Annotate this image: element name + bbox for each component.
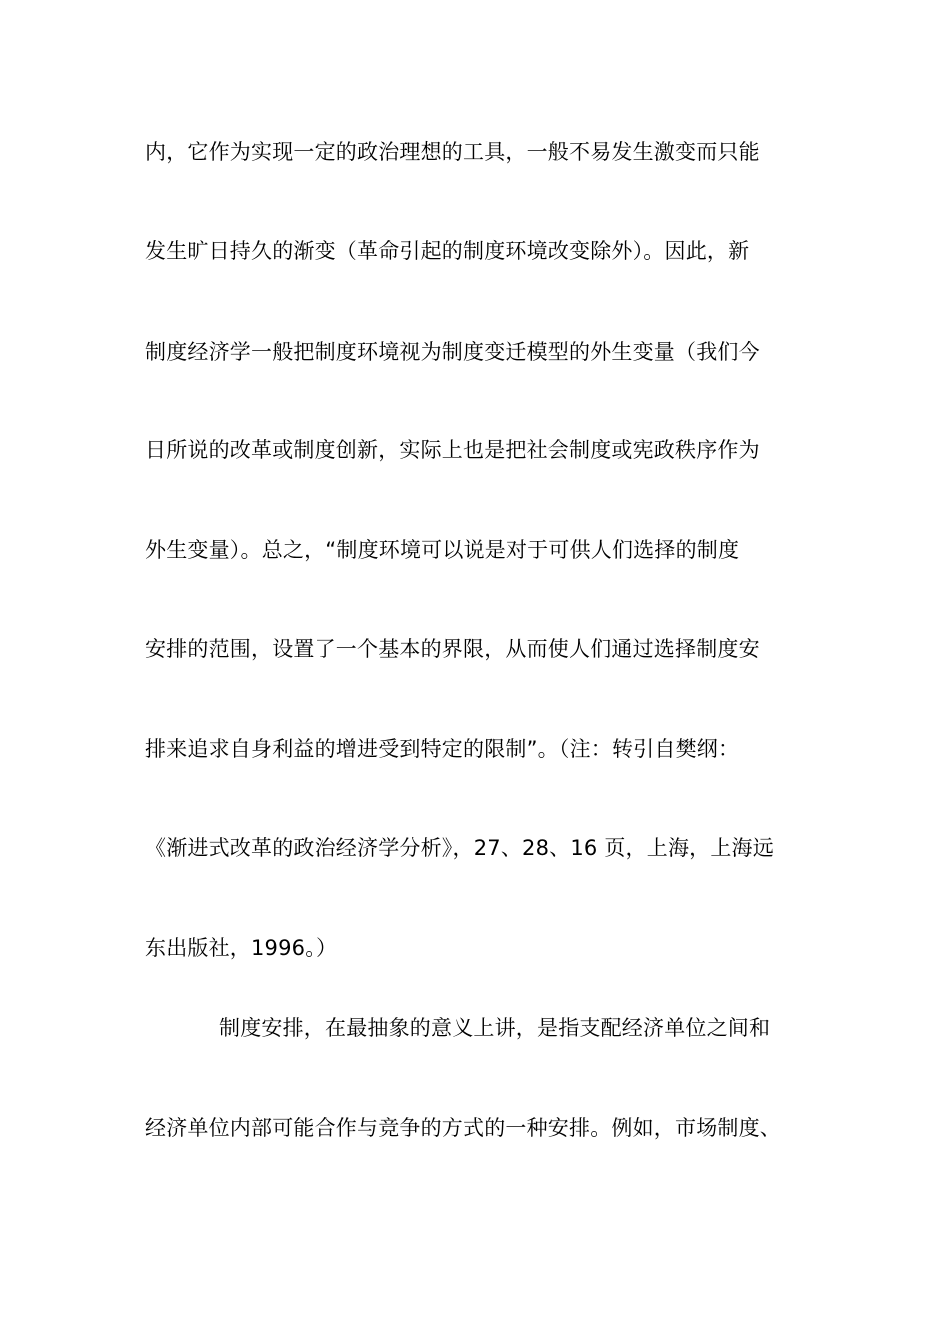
paragraph-2-line-2: 经济单位内部可能合作与竞争的方式的一种安排。例如，市场制度、 — [145, 1116, 781, 1140]
paragraph-1-line-8: 《渐进式改革的政治经济学分析》，27、28、16 页，上海，上海远 — [145, 836, 774, 860]
paragraph-1-line-3: 制度经济学一般把制度环境视为制度变迁模型的外生变量（我们今 — [145, 340, 760, 364]
paragraph-1-line-1: 内，它作为实现一定的政治理想的工具，一般不易发生激变而只能 — [145, 140, 760, 164]
paragraph-1-line-6: 安排的范围，设置了一个基本的界限，从而使人们通过选择制度安 — [145, 637, 760, 661]
paragraph-1-line-9: 东出版社，1996。） — [145, 936, 338, 960]
paragraph-1-line-7: 排来追求自身利益的增进受到特定的限制”。（注：转引自樊纲： — [145, 737, 740, 761]
paragraph-2-line-1: 制度安排，在最抽象的意义上讲，是指支配经济单位之间和 — [219, 1016, 771, 1040]
paragraph-1-line-5: 外生变量）。总之，“制度环境可以说是对于可供人们选择的制度 — [145, 538, 740, 562]
paragraph-1-line-2: 发生旷日持久的渐变（革命引起的制度环境改变除外）。因此，新 — [145, 239, 750, 263]
paragraph-1-line-4: 日所说的改革或制度创新，实际上也是把社会制度或宪政秩序作为 — [145, 438, 760, 462]
